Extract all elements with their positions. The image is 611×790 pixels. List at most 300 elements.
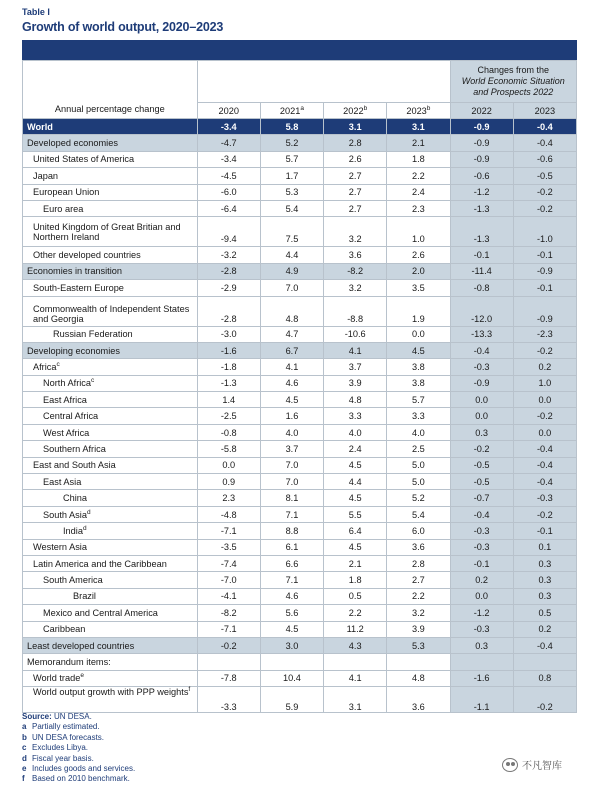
value-cell: 0.5 — [324, 588, 387, 604]
footnote-list — [22, 722, 135, 784]
value-cell: -6.4 — [197, 200, 260, 216]
value-cell: -3.2 — [197, 247, 260, 263]
changes-header-line3: and Prospects 2022 — [473, 87, 554, 97]
value-cell: 2.0 — [387, 263, 450, 279]
value-cell: -11.4 — [450, 263, 513, 279]
value-cell: -0.4 — [513, 119, 576, 135]
source-text: UN DESA. — [54, 712, 92, 721]
value-cell: 3.6 — [387, 539, 450, 555]
value-cell: -6.0 — [197, 184, 260, 200]
row-label — [23, 200, 198, 216]
value-cell: 7.0 — [260, 280, 323, 296]
year-label: 2021 — [279, 105, 301, 116]
changes-header-line2: World Economic Situation — [461, 76, 565, 86]
value-cell: -1.2 — [450, 605, 513, 621]
row-label — [23, 474, 198, 490]
row-footnote-marker: c — [91, 377, 95, 385]
value-cell: 0.2 — [513, 621, 576, 637]
year-label: 2022 — [471, 105, 492, 116]
value-cell: 1.6 — [260, 408, 323, 424]
value-cell: 2.8 — [324, 135, 387, 151]
changes-header-line1: Changes from the — [477, 65, 550, 75]
row-label — [23, 342, 198, 358]
value-cell: 4.1 — [260, 359, 323, 375]
row-label — [23, 263, 198, 279]
year-header-5 — [513, 103, 576, 119]
value-cell: -1.6 — [450, 670, 513, 686]
value-cell: -0.8 — [450, 280, 513, 296]
value-cell: 2.3 — [197, 490, 260, 506]
value-cell: -4.1 — [197, 588, 260, 604]
value-cell: 6.0 — [387, 523, 450, 539]
value-cell: 4.8 — [260, 296, 323, 326]
value-cell: -0.2 — [513, 687, 576, 713]
value-cell: -4.8 — [197, 506, 260, 522]
table-title: Growth of world output, 2020–2023 — [22, 20, 224, 34]
value-cell: -0.7 — [450, 490, 513, 506]
row-label — [23, 296, 198, 326]
value-cell: -0.3 — [450, 523, 513, 539]
value-cell: 3.0 — [260, 637, 323, 653]
value-cell: 7.1 — [260, 506, 323, 522]
row-label-text: European Union — [33, 187, 100, 198]
value-cell: -0.1 — [513, 247, 576, 263]
year-label: 2023 — [534, 105, 556, 116]
row-label-text: World output growth with PPP weights — [33, 687, 189, 698]
value-cell: -0.9 — [513, 296, 576, 326]
value-cell: -0.6 — [450, 168, 513, 184]
row-label — [23, 637, 198, 653]
value-cell: -0.9 — [513, 263, 576, 279]
value-cell: 2.6 — [324, 151, 387, 167]
value-cell: -0.4 — [450, 506, 513, 522]
growth-table — [22, 60, 577, 713]
row-label — [23, 539, 198, 555]
value-cell: 6.6 — [260, 555, 323, 571]
value-cell: 0.1 — [513, 539, 576, 555]
value-cell: -0.5 — [513, 168, 576, 184]
row-label-text: Memorandum items: — [27, 657, 111, 668]
footnote-text: Partially estimated. — [32, 722, 100, 732]
value-cell: -1.3 — [197, 375, 260, 391]
value-cell: 4.5 — [324, 457, 387, 473]
year-label: 2022 — [343, 105, 364, 116]
value-cell: 2.8 — [387, 555, 450, 571]
table-row — [23, 408, 577, 424]
value-cell: -1.3 — [450, 217, 513, 247]
value-cell: -2.8 — [197, 296, 260, 326]
row-label-text: Developing economies — [27, 345, 120, 356]
footnote-text: Excludes Libya. — [32, 743, 89, 753]
row-label — [23, 506, 198, 522]
row-label-text: China — [63, 493, 88, 504]
value-cell: 2.1 — [387, 135, 450, 151]
value-cell: -10.6 — [324, 326, 387, 342]
value-cell: 4.0 — [324, 424, 387, 440]
value-cell: 11.2 — [324, 621, 387, 637]
table-row — [23, 687, 577, 713]
value-cell: -1.6 — [197, 342, 260, 358]
value-cell: 7.0 — [260, 474, 323, 490]
row-label — [23, 184, 198, 200]
row-label-text: Latin America and the Caribbean — [33, 558, 167, 569]
value-cell: 5.7 — [260, 151, 323, 167]
value-cell: 2.7 — [324, 168, 387, 184]
footnote-key: e — [22, 764, 27, 774]
value-cell — [513, 654, 576, 670]
row-label — [23, 119, 198, 135]
year-footnote-marker: b — [363, 104, 368, 112]
value-cell: -0.1 — [513, 523, 576, 539]
row-label — [23, 605, 198, 621]
row-label — [23, 654, 198, 670]
row-label-text: North Africa — [43, 378, 91, 389]
value-cell: 3.8 — [387, 359, 450, 375]
value-cell: 0.2 — [513, 359, 576, 375]
value-cell: 3.1 — [324, 687, 387, 713]
row-label — [23, 135, 198, 151]
value-cell: 2.7 — [324, 184, 387, 200]
value-cell: 7.1 — [260, 572, 323, 588]
value-cell: 8.8 — [260, 523, 323, 539]
value-cell: 4.5 — [260, 392, 323, 408]
table-row — [23, 200, 577, 216]
row-label-text: Western Asia — [33, 542, 87, 553]
year-label: 2020 — [218, 105, 239, 116]
value-cell: 0.3 — [513, 572, 576, 588]
value-cell: -0.2 — [513, 408, 576, 424]
row-label-text: West Africa — [43, 427, 90, 438]
value-cell: -0.1 — [450, 555, 513, 571]
year-footnote-marker: a — [300, 104, 304, 112]
value-cell: -5.8 — [197, 441, 260, 457]
table-row — [23, 135, 577, 151]
value-cell: 7.5 — [260, 217, 323, 247]
value-cell: 5.7 — [387, 392, 450, 408]
footnote-text: Fiscal year basis. — [32, 753, 94, 763]
value-cell: 4.6 — [260, 588, 323, 604]
watermark-text: 不凡智库 — [522, 761, 562, 772]
table-row — [23, 474, 577, 490]
value-cell: -0.5 — [450, 457, 513, 473]
row-label-text: Caribbean — [43, 624, 86, 635]
row-label — [23, 490, 198, 506]
value-cell: 2.7 — [387, 572, 450, 588]
table-row — [23, 621, 577, 637]
changes-header — [450, 61, 577, 103]
value-cell: -3.4 — [197, 151, 260, 167]
table-row — [23, 424, 577, 440]
value-cell: -7.0 — [197, 572, 260, 588]
table-row — [23, 490, 577, 506]
footnote-key: f — [22, 774, 25, 784]
footnote-item — [22, 722, 135, 732]
year-footnote-marker: b — [426, 104, 431, 112]
value-cell: -0.5 — [450, 474, 513, 490]
table-row — [23, 151, 577, 167]
row-label — [23, 687, 198, 713]
value-cell: 5.2 — [387, 490, 450, 506]
row-label-text: South Asia — [43, 509, 87, 520]
value-cell: 2.4 — [324, 441, 387, 457]
value-cell: 4.0 — [387, 424, 450, 440]
table-row — [23, 506, 577, 522]
table-body — [23, 119, 577, 713]
value-cell: -0.4 — [513, 135, 576, 151]
row-label — [23, 588, 198, 604]
value-cell: -0.8 — [197, 424, 260, 440]
table-row — [23, 654, 577, 670]
row-label-text: Economies in transition — [27, 266, 122, 277]
table-row — [23, 263, 577, 279]
value-cell — [450, 654, 513, 670]
row-label-text: South America — [43, 575, 103, 586]
value-cell: 8.1 — [260, 490, 323, 506]
value-cell: 5.5 — [324, 506, 387, 522]
value-cell: 3.1 — [324, 119, 387, 135]
value-cell: 1.7 — [260, 168, 323, 184]
source-label: Source: — [22, 712, 52, 721]
value-cell: -7.8 — [197, 670, 260, 686]
value-cell: 0.3 — [450, 424, 513, 440]
row-label-text: United States of America — [33, 154, 135, 165]
footnote-item — [22, 743, 135, 753]
value-cell: 6.1 — [260, 539, 323, 555]
table-row — [23, 375, 577, 391]
value-cell: -2.8 — [197, 263, 260, 279]
value-cell: 3.6 — [387, 687, 450, 713]
value-cell: 4.8 — [387, 670, 450, 686]
row-label-text: Central Africa — [43, 411, 99, 422]
value-cell: 3.5 — [387, 280, 450, 296]
table-row — [23, 605, 577, 621]
footnote-text: UN DESA forecasts. — [32, 732, 105, 742]
row-label-text: Russian Federation — [53, 329, 133, 340]
value-cell: -0.4 — [513, 457, 576, 473]
year-header-0 — [197, 103, 260, 119]
year-header-1 — [260, 103, 323, 119]
row-label-text: East and South Asia — [33, 460, 116, 471]
footnote-key: d — [22, 753, 27, 763]
value-cell: 3.9 — [324, 375, 387, 391]
year-label: 2023 — [406, 105, 427, 116]
value-cell: -0.4 — [513, 441, 576, 457]
value-cell: -9.4 — [197, 217, 260, 247]
value-cell: -0.2 — [513, 342, 576, 358]
value-cell: -0.1 — [450, 247, 513, 263]
table-row — [23, 280, 577, 296]
row-label-text: Other developed countries — [33, 250, 141, 261]
value-cell: 2.3 — [387, 200, 450, 216]
value-cell: -3.0 — [197, 326, 260, 342]
footnote-item — [22, 754, 135, 764]
row-footnote-marker: d — [82, 524, 87, 532]
value-cell: -0.2 — [513, 184, 576, 200]
value-cell: -3.5 — [197, 539, 260, 555]
row-label — [23, 424, 198, 440]
table-row — [23, 247, 577, 263]
value-cell: 4.7 — [260, 326, 323, 342]
year-header-4 — [450, 103, 513, 119]
wechat-icon — [502, 758, 518, 772]
value-cell: 5.0 — [387, 457, 450, 473]
value-cell: -0.2 — [513, 200, 576, 216]
value-cell: 5.2 — [260, 135, 323, 151]
value-cell: 6.4 — [324, 523, 387, 539]
value-cell: -0.3 — [450, 621, 513, 637]
value-cell: -12.0 — [450, 296, 513, 326]
row-label-text: Japan — [33, 170, 59, 181]
row-label-text: East Asia — [43, 476, 82, 487]
value-cell: 0.3 — [513, 588, 576, 604]
table-row — [23, 119, 577, 135]
row-label — [23, 457, 198, 473]
value-cell: 3.1 — [387, 119, 450, 135]
footnote-text: Includes goods and services. — [32, 764, 136, 774]
row-label-text: Mexico and Central America — [43, 607, 158, 618]
value-cell: 5.3 — [387, 637, 450, 653]
row-label-text: South-Eastern Europe — [33, 282, 124, 293]
value-cell: 5.9 — [260, 687, 323, 713]
value-cell: 2.2 — [387, 168, 450, 184]
value-cell: -0.3 — [513, 490, 576, 506]
value-cell: 0.0 — [387, 326, 450, 342]
value-cell: 0.5 — [513, 605, 576, 621]
value-cell: -0.9 — [450, 119, 513, 135]
value-cell: -8.8 — [324, 296, 387, 326]
source-note — [22, 712, 135, 722]
value-cell: -1.2 — [450, 184, 513, 200]
value-cell: 4.4 — [324, 474, 387, 490]
value-cell: -0.1 — [513, 280, 576, 296]
value-cell: 5.8 — [260, 119, 323, 135]
value-cell: 1.8 — [387, 151, 450, 167]
table-row — [23, 392, 577, 408]
row-label-text: East Africa — [43, 394, 87, 405]
year-header-2 — [324, 103, 387, 119]
value-cell: -0.6 — [513, 151, 576, 167]
watermark — [502, 757, 562, 772]
value-cell: -1.0 — [513, 217, 576, 247]
value-cell: 4.6 — [260, 375, 323, 391]
value-cell: 1.4 — [197, 392, 260, 408]
row-label — [23, 670, 198, 686]
value-cell — [387, 654, 450, 670]
value-cell: 5.3 — [260, 184, 323, 200]
value-cell: 4.1 — [324, 342, 387, 358]
row-label-text: Developed economies — [27, 138, 118, 149]
table-row — [23, 296, 577, 326]
value-cell: 3.2 — [387, 605, 450, 621]
footnote-item — [22, 764, 135, 774]
table-row — [23, 670, 577, 686]
value-cell: 2.4 — [387, 184, 450, 200]
row-label — [23, 375, 198, 391]
value-cell: -4.7 — [197, 135, 260, 151]
row-label — [23, 408, 198, 424]
row-label — [23, 621, 198, 637]
value-cell: 4.0 — [260, 424, 323, 440]
table-row — [23, 441, 577, 457]
value-cell: -0.2 — [197, 637, 260, 653]
row-label — [23, 168, 198, 184]
table-row — [23, 168, 577, 184]
value-cell: 3.3 — [324, 408, 387, 424]
table-row — [23, 637, 577, 653]
footnote-item — [22, 733, 135, 743]
table-row — [23, 184, 577, 200]
value-cell: 0.8 — [513, 670, 576, 686]
row-label-text: United Kingdom of Great Britian and Northern Ireland — [33, 221, 181, 242]
value-cell: 0.0 — [513, 424, 576, 440]
value-cell: 7.0 — [260, 457, 323, 473]
value-cell: -0.2 — [513, 506, 576, 522]
value-cell: 1.8 — [324, 572, 387, 588]
table-row — [23, 539, 577, 555]
footnote-key: c — [22, 743, 27, 753]
value-cell: 3.7 — [260, 441, 323, 457]
row-label — [23, 523, 198, 539]
table-row — [23, 457, 577, 473]
value-cell: -7.4 — [197, 555, 260, 571]
value-cell: 2.1 — [324, 555, 387, 571]
value-cell — [197, 654, 260, 670]
value-cell: -2.5 — [197, 408, 260, 424]
value-cell: -1.3 — [450, 200, 513, 216]
footnote-text: Based on 2010 benchmark. — [32, 774, 130, 784]
row-label — [23, 572, 198, 588]
row-label-text: Brazil — [73, 591, 96, 602]
value-cell: 3.3 — [387, 408, 450, 424]
table-number-label: Table I — [22, 7, 50, 17]
row-label — [23, 441, 198, 457]
value-cell: 4.5 — [324, 539, 387, 555]
value-cell: -7.1 — [197, 523, 260, 539]
value-cell: 3.6 — [324, 247, 387, 263]
value-cell: 2.7 — [324, 200, 387, 216]
value-cell: 4.5 — [387, 342, 450, 358]
row-label-text: Southern Africa — [43, 443, 106, 454]
row-label-text: India — [63, 525, 83, 536]
value-cell: 3.9 — [387, 621, 450, 637]
value-cell: 6.7 — [260, 342, 323, 358]
value-cell: 4.8 — [324, 392, 387, 408]
value-cell: -0.9 — [450, 135, 513, 151]
value-cell: -0.4 — [513, 474, 576, 490]
row-label-header: Annual percentage change — [23, 61, 198, 119]
year-header-3 — [387, 103, 450, 119]
value-cell: 0.0 — [450, 408, 513, 424]
value-cell: 1.0 — [387, 217, 450, 247]
value-cell: 3.8 — [387, 375, 450, 391]
value-cell: -3.4 — [197, 119, 260, 135]
value-cell: -2.9 — [197, 280, 260, 296]
value-cell: 2.2 — [387, 588, 450, 604]
row-label — [23, 247, 198, 263]
value-cell: 10.4 — [260, 670, 323, 686]
value-cell: 2.5 — [387, 441, 450, 457]
value-cell: 3.2 — [324, 280, 387, 296]
value-cell: 0.0 — [513, 392, 576, 408]
value-cell: 0.0 — [197, 457, 260, 473]
value-cell: 1.9 — [387, 296, 450, 326]
value-cell: -8.2 — [197, 605, 260, 621]
value-cell: -0.3 — [450, 539, 513, 555]
value-cell: 4.9 — [260, 263, 323, 279]
footnote-key: a — [22, 722, 27, 732]
value-cell: 0.3 — [513, 555, 576, 571]
row-footnote-marker: d — [86, 508, 91, 516]
